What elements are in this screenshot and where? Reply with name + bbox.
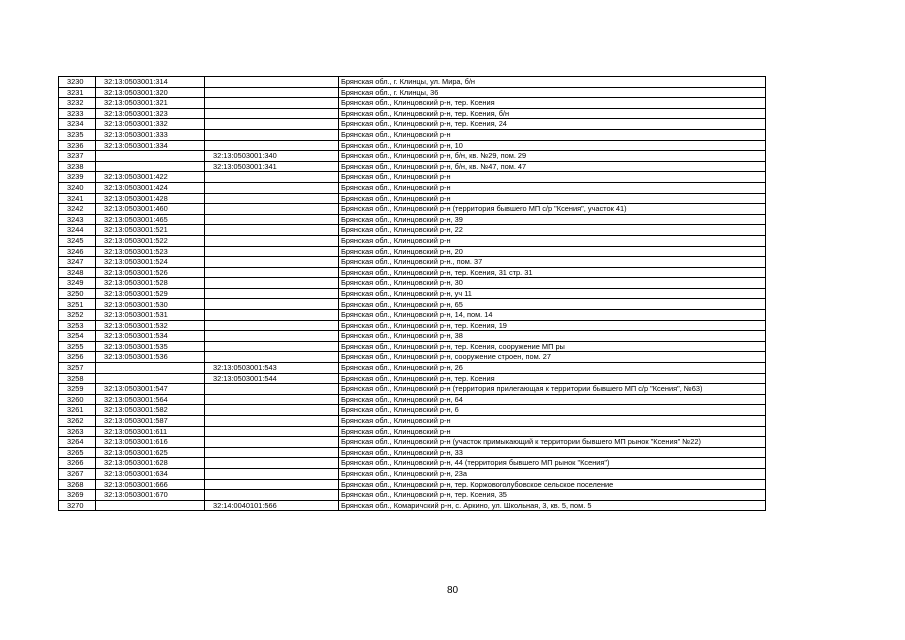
row-number-cell: 3263: [59, 426, 96, 437]
table-row: [59, 225, 766, 236]
object-cadastral-number-cell: [205, 182, 339, 193]
land-cadastral-number-cell: 32:13:0503001:634: [96, 468, 205, 479]
row-number-cell: 3242: [59, 204, 96, 215]
address-cell: Брянская обл., Клинцовский р-н, 30: [339, 278, 766, 289]
address-cell: Брянская обл., Клинцовский р-н, 39: [339, 214, 766, 225]
object-cadastral-number-cell: [205, 129, 339, 140]
address-cell: Брянская обл., Клинцовский р-н, тер. Ксения, сооружение МП ры: [339, 341, 766, 352]
address-cell: Брянская обл., Клинцовский р-н, тер. Ксения, 19: [339, 320, 766, 331]
land-cadastral-number-cell: 32:13:0503001:332: [96, 119, 205, 130]
table-row: [59, 310, 766, 321]
table-row: [59, 320, 766, 331]
land-cadastral-number-cell: 32:13:0503001:625: [96, 447, 205, 458]
row-number-cell: 3237: [59, 151, 96, 162]
address-cell: Брянская обл., Клинцовский р-н: [339, 182, 766, 193]
object-cadastral-number-cell: [205, 437, 339, 448]
table-row: [59, 151, 766, 162]
table-row: [59, 426, 766, 437]
table-row: [59, 373, 766, 384]
object-cadastral-number-cell: [205, 405, 339, 416]
table-row: [59, 246, 766, 257]
land-cadastral-number-cell: [96, 373, 205, 384]
table-row: [59, 288, 766, 299]
object-cadastral-number-cell: [205, 352, 339, 363]
land-cadastral-number-cell: 32:13:0503001:522: [96, 235, 205, 246]
object-cadastral-number-cell: [205, 310, 339, 321]
land-cadastral-number-cell: 32:13:0503001:531: [96, 310, 205, 321]
land-cadastral-number-cell: 32:13:0503001:521: [96, 225, 205, 236]
address-cell: Брянская обл., Клинцовский р-н, 38: [339, 331, 766, 342]
row-number-cell: 3232: [59, 98, 96, 109]
table-row: [59, 278, 766, 289]
row-number-cell: 3255: [59, 341, 96, 352]
object-cadastral-number-cell: [205, 426, 339, 437]
object-cadastral-number-cell: [205, 394, 339, 405]
table-row: [59, 500, 766, 511]
row-number-cell: 3256: [59, 352, 96, 363]
row-number-cell: 3240: [59, 182, 96, 193]
row-number-cell: 3233: [59, 108, 96, 119]
object-cadastral-number-cell: [205, 267, 339, 278]
row-number-cell: 3249: [59, 278, 96, 289]
land-cadastral-number-cell: 32:13:0503001:422: [96, 172, 205, 183]
address-cell: Брянская обл., Клинцовский р-н, 10: [339, 140, 766, 151]
table-row: [59, 405, 766, 416]
address-cell: Брянская обл., Клинцовский р-н, 33: [339, 447, 766, 458]
object-cadastral-number-cell: [205, 140, 339, 151]
land-cadastral-number-cell: 32:13:0503001:582: [96, 405, 205, 416]
address-cell: Брянская обл., Клинцовский р-н, тер. Ксения, 31 стр. 31: [339, 267, 766, 278]
table-row: [59, 119, 766, 130]
object-cadastral-number-cell: [205, 341, 339, 352]
row-number-cell: 3267: [59, 468, 96, 479]
row-number-cell: 3244: [59, 225, 96, 236]
address-cell: Брянская обл., Клинцовский р-н: [339, 416, 766, 427]
address-cell: Брянская обл., Клинцовский р-н, тер. Ксения: [339, 373, 766, 384]
table-row: [59, 331, 766, 342]
land-cadastral-number-cell: 32:13:0503001:320: [96, 87, 205, 98]
table-row: [59, 352, 766, 363]
object-cadastral-number-cell: [205, 257, 339, 268]
object-cadastral-number-cell: [205, 77, 339, 88]
address-cell: Брянская обл., Клинцовский р-н: [339, 235, 766, 246]
address-cell: Брянская обл., Клинцовский р-н (территория бывшего МП с/р "Ксения", участок 41): [339, 204, 766, 215]
table-row: [59, 108, 766, 119]
address-cell: Брянская обл., Клинцовский р-н, 65: [339, 299, 766, 310]
address-cell: Брянская обл., Клинцовский р-н, б/н, кв. №29, пом. 29: [339, 151, 766, 162]
cadastral-table: [58, 76, 766, 511]
table-row: [59, 468, 766, 479]
table-row: [59, 479, 766, 490]
row-number-cell: 3257: [59, 363, 96, 374]
object-cadastral-number-cell: 32:14:0040101:566: [205, 500, 339, 511]
address-cell: Брянская обл., Клинцовский р-н, 44 (территория бывшего МП рынок "Ксения"): [339, 458, 766, 469]
address-cell: Брянская обл., Клинцовский р-н., пом. 37: [339, 257, 766, 268]
land-cadastral-number-cell: [96, 151, 205, 162]
address-cell: Брянская обл., Клинцовский р-н, тер. Ксения: [339, 98, 766, 109]
table-row: [59, 214, 766, 225]
row-number-cell: 3264: [59, 437, 96, 448]
table-row: [59, 182, 766, 193]
object-cadastral-number-cell: [205, 108, 339, 119]
row-number-cell: 3241: [59, 193, 96, 204]
land-cadastral-number-cell: 32:13:0503001:424: [96, 182, 205, 193]
row-number-cell: 3261: [59, 405, 96, 416]
row-number-cell: 3251: [59, 299, 96, 310]
row-number-cell: 3250: [59, 288, 96, 299]
land-cadastral-number-cell: 32:13:0503001:526: [96, 267, 205, 278]
object-cadastral-number-cell: [205, 87, 339, 98]
object-cadastral-number-cell: [205, 278, 339, 289]
object-cadastral-number-cell: [205, 479, 339, 490]
table-row: [59, 384, 766, 395]
land-cadastral-number-cell: 32:13:0503001:528: [96, 278, 205, 289]
land-cadastral-number-cell: 32:13:0503001:666: [96, 479, 205, 490]
object-cadastral-number-cell: [205, 246, 339, 257]
row-number-cell: 3235: [59, 129, 96, 140]
address-cell: Брянская обл., Клинцовский р-н, 20: [339, 246, 766, 257]
object-cadastral-number-cell: 32:13:0503001:543: [205, 363, 339, 374]
table-row: [59, 204, 766, 215]
address-cell: Брянская обл., Комаричский р-н, с. Аркино, ул. Школьная, 3, кв. 5, пом. 5: [339, 500, 766, 511]
address-cell: Брянская обл., Клинцовский р-н: [339, 193, 766, 204]
table-row: [59, 257, 766, 268]
land-cadastral-number-cell: 32:13:0503001:334: [96, 140, 205, 151]
table-row: [59, 341, 766, 352]
row-number-cell: 3268: [59, 479, 96, 490]
land-cadastral-number-cell: 32:13:0503001:547: [96, 384, 205, 395]
object-cadastral-number-cell: [205, 468, 339, 479]
object-cadastral-number-cell: 32:13:0503001:341: [205, 161, 339, 172]
row-number-cell: 3238: [59, 161, 96, 172]
object-cadastral-number-cell: [205, 193, 339, 204]
address-cell: Брянская обл., г. Клинцы, ул. Мира, б/н: [339, 77, 766, 88]
object-cadastral-number-cell: [205, 235, 339, 246]
land-cadastral-number-cell: 32:13:0503001:670: [96, 490, 205, 501]
row-number-cell: 3253: [59, 320, 96, 331]
object-cadastral-number-cell: 32:13:0503001:544: [205, 373, 339, 384]
table-row: [59, 437, 766, 448]
land-cadastral-number-cell: 32:13:0503001:428: [96, 193, 205, 204]
land-cadastral-number-cell: [96, 161, 205, 172]
land-cadastral-number-cell: 32:13:0503001:529: [96, 288, 205, 299]
object-cadastral-number-cell: [205, 331, 339, 342]
row-number-cell: 3234: [59, 119, 96, 130]
table-row: [59, 447, 766, 458]
table-body: [59, 77, 766, 511]
land-cadastral-number-cell: 32:13:0503001:523: [96, 246, 205, 257]
table-row: [59, 98, 766, 109]
page-number: 80: [446, 585, 459, 596]
table-row: [59, 87, 766, 98]
land-cadastral-number-cell: [96, 500, 205, 511]
address-cell: Брянская обл., Клинцовский р-н: [339, 426, 766, 437]
row-number-cell: 3258: [59, 373, 96, 384]
address-cell: Брянская обл., Клинцовский р-н, 64: [339, 394, 766, 405]
row-number-cell: 3252: [59, 310, 96, 321]
object-cadastral-number-cell: [205, 447, 339, 458]
object-cadastral-number-cell: 32:13:0503001:340: [205, 151, 339, 162]
row-number-cell: 3262: [59, 416, 96, 427]
row-number-cell: 3266: [59, 458, 96, 469]
address-cell: Брянская обл., Клинцовский р-н (территория прилегающая к территории бывшего МП с/р "Ксения", №63): [339, 384, 766, 395]
row-number-cell: 3247: [59, 257, 96, 268]
land-cadastral-number-cell: 32:13:0503001:333: [96, 129, 205, 140]
land-cadastral-number-cell: 32:13:0503001:532: [96, 320, 205, 331]
row-number-cell: 3239: [59, 172, 96, 183]
address-cell: Брянская обл., Клинцовский р-н, 26: [339, 363, 766, 374]
object-cadastral-number-cell: [205, 172, 339, 183]
address-cell: Брянская обл., Клинцовский р-н, 6: [339, 405, 766, 416]
object-cadastral-number-cell: [205, 204, 339, 215]
object-cadastral-number-cell: [205, 299, 339, 310]
object-cadastral-number-cell: [205, 490, 339, 501]
land-cadastral-number-cell: 32:13:0503001:587: [96, 416, 205, 427]
row-number-cell: 3254: [59, 331, 96, 342]
table-row: [59, 161, 766, 172]
row-number-cell: 3269: [59, 490, 96, 501]
land-cadastral-number-cell: 32:13:0503001:536: [96, 352, 205, 363]
table-row: [59, 193, 766, 204]
row-number-cell: 3259: [59, 384, 96, 395]
land-cadastral-number-cell: 32:13:0503001:534: [96, 331, 205, 342]
object-cadastral-number-cell: [205, 214, 339, 225]
table-row: [59, 416, 766, 427]
land-cadastral-number-cell: 32:13:0503001:530: [96, 299, 205, 310]
table-row: [59, 394, 766, 405]
table-row: [59, 172, 766, 183]
address-cell: Брянская обл., Клинцовский р-н, тер. Ксения, 24: [339, 119, 766, 130]
object-cadastral-number-cell: [205, 119, 339, 130]
table-row: [59, 235, 766, 246]
address-cell: Брянская обл., Клинцовский р-н, тер. Коржовоголубовское сельское поселение: [339, 479, 766, 490]
address-cell: Брянская обл., г. Клинцы, 36: [339, 87, 766, 98]
row-number-cell: 3248: [59, 267, 96, 278]
address-cell: Брянская обл., Клинцовский р-н, б/н, кв. №47, пом. 47: [339, 161, 766, 172]
table-row: [59, 490, 766, 501]
land-cadastral-number-cell: 32:13:0503001:611: [96, 426, 205, 437]
address-cell: Брянская обл., Клинцовский р-н, тер. Ксения, 35: [339, 490, 766, 501]
row-number-cell: 3243: [59, 214, 96, 225]
object-cadastral-number-cell: [205, 98, 339, 109]
row-number-cell: 3265: [59, 447, 96, 458]
land-cadastral-number-cell: 32:13:0503001:323: [96, 108, 205, 119]
table-row: [59, 363, 766, 374]
land-cadastral-number-cell: 32:13:0503001:535: [96, 341, 205, 352]
object-cadastral-number-cell: [205, 225, 339, 236]
row-number-cell: 3270: [59, 500, 96, 511]
land-cadastral-number-cell: 32:13:0503001:321: [96, 98, 205, 109]
table-row: [59, 77, 766, 88]
address-cell: Брянская обл., Клинцовский р-н, уч 11: [339, 288, 766, 299]
land-cadastral-number-cell: [96, 363, 205, 374]
land-cadastral-number-cell: 32:13:0503001:564: [96, 394, 205, 405]
land-cadastral-number-cell: 32:13:0503001:628: [96, 458, 205, 469]
row-number-cell: 3236: [59, 140, 96, 151]
address-cell: Брянская обл., Клинцовский р-н: [339, 129, 766, 140]
row-number-cell: 3231: [59, 87, 96, 98]
address-cell: Брянская обл., Клинцовский р-н (участок примыкающий к территории бывшего МП рынок "Ксения" №22): [339, 437, 766, 448]
object-cadastral-number-cell: [205, 320, 339, 331]
table-row: [59, 129, 766, 140]
land-cadastral-number-cell: 32:13:0503001:524: [96, 257, 205, 268]
land-cadastral-number-cell: 32:13:0503001:460: [96, 204, 205, 215]
address-cell: Брянская обл., Клинцовский р-н: [339, 172, 766, 183]
row-number-cell: 3230: [59, 77, 96, 88]
land-cadastral-number-cell: 32:13:0503001:465: [96, 214, 205, 225]
address-cell: Брянская обл., Клинцовский р-н, сооружение строен, пом. 27: [339, 352, 766, 363]
table-row: [59, 458, 766, 469]
table-row: [59, 140, 766, 151]
object-cadastral-number-cell: [205, 384, 339, 395]
land-cadastral-number-cell: 32:13:0503001:616: [96, 437, 205, 448]
row-number-cell: 3260: [59, 394, 96, 405]
address-cell: Брянская обл., Клинцовский р-н, тер. Ксения, б/н: [339, 108, 766, 119]
address-cell: Брянская обл., Клинцовский р-н, 23а: [339, 468, 766, 479]
address-cell: Брянская обл., Клинцовский р-н, 14, пом. 14: [339, 310, 766, 321]
land-cadastral-number-cell: 32:13:0503001:314: [96, 77, 205, 88]
row-number-cell: 3246: [59, 246, 96, 257]
object-cadastral-number-cell: [205, 288, 339, 299]
row-number-cell: 3245: [59, 235, 96, 246]
object-cadastral-number-cell: [205, 458, 339, 469]
table-row: [59, 299, 766, 310]
table-row: [59, 267, 766, 278]
address-cell: Брянская обл., Клинцовский р-н, 22: [339, 225, 766, 236]
object-cadastral-number-cell: [205, 416, 339, 427]
